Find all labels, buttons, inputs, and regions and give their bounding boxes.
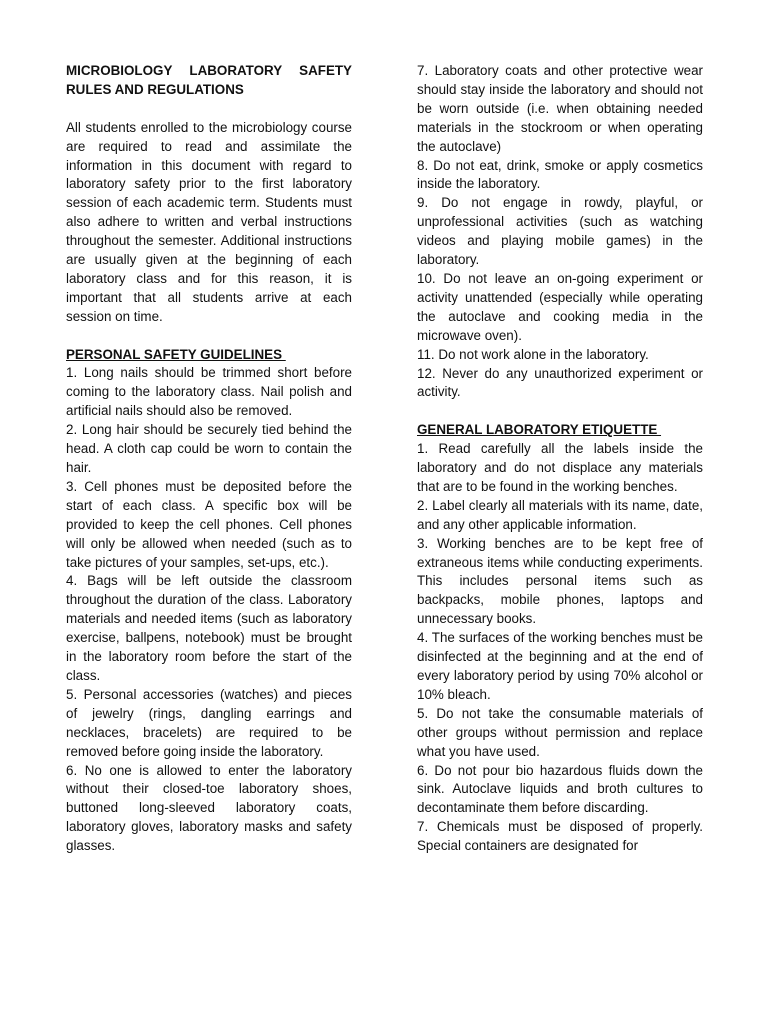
personal-safety-item: 10. Do not leave an on-going experiment or activity unattended (especially while operating the autoclave and cooking media in the microwave oven).	[417, 270, 703, 343]
document-title: MICROBIOLOGY LABORATORY SAFETY RULES AND REGULATIONS	[66, 63, 352, 97]
etiquette-item: 7. Chemicals must be disposed of properly. Special containers are designated for	[417, 819, 703, 854]
personal-safety-item: 6. No one is allowed to enter the laboratory without their closed-toe laboratory shoes, buttoned long-sleeved laboratory coats, laboratory gloves, laboratory masks and safety glasses.	[66, 762, 352, 854]
personal-safety-item: 9. Do not engage in rowdy, playful, or unprofessional activities (such as watching videos and playing mobile games) in the laboratory.	[417, 195, 703, 268]
personal-safety-item: 3. Cell phones must be deposited before the start of each class. A specific box will be provided to keep the cell phones. Cell phones will only be allowed when needed (such as to take pictures of your samples, set-ups, etc.).	[66, 478, 352, 570]
personal-safety-item: 1. Long nails should be trimmed short before coming to the laboratory class. Nail polish and artificial nails should also be removed.	[66, 365, 352, 419]
spacer	[66, 327, 352, 346]
personal-safety-heading: PERSONAL SAFETY GUIDELINES	[66, 346, 286, 362]
etiquette-item: 4. The surfaces of the working benches must be disinfected at the beginning and at the end of every laboratory period by using 70% alcohol or 10% bleach.	[417, 630, 703, 702]
etiquette-item: 3. Working benches are to be kept free of extraneous items while conducting experiments. This includes personal items such as backpacks, mobile phones, laptops and unnecessary books.	[417, 535, 703, 627]
personal-safety-item: 4. Bags will be left outside the classroom throughout the duration of the class. Laboratory materials and needed items (such as laboratory exercise, ballpens, notebook) must be brought in the laboratory room before the start of the class.	[66, 573, 352, 683]
general-etiquette-heading: GENERAL LABORATORY ETIQUETTE	[417, 422, 662, 438]
personal-safety-item: 5. Personal accessories (watches) and pieces of jewelry (rings, dangling earrings and necklaces, bracelets) are required to be removed before going inside the laboratory.	[66, 686, 352, 759]
etiquette-item: 2. Label clearly all materials with its name, date, and any other applicable information.	[417, 497, 703, 532]
spacer	[66, 100, 352, 119]
spacer	[417, 402, 703, 421]
etiquette-item: 6. Do not pour bio hazardous fluids down the sink. Autoclave liquids and broth cultures to decontaminate them before discarding.	[417, 762, 703, 816]
personal-safety-item: 7. Laboratory coats and other protective wear should stay inside the laboratory and should not be worn outside (i.e. when obtaining needed materials in the stockroom or when operating the autoclave)	[417, 63, 703, 154]
personal-safety-item: 8. Do not eat, drink, smoke or apply cosmetics inside the laboratory.	[417, 157, 703, 192]
personal-safety-item: 12. Never do any unauthorized experiment or activity.	[417, 365, 703, 400]
intro-paragraph: All students enrolled to the microbiology course are required to read and assimilate the information in this document with regard to laboratory safety prior to the first laboratory session of each academic term. Students must also adhere to written and verbal instructions throughout the semester. Additional instructions are usually given at the beginning of each laboratory class and for this reason, it is important that all students arrive at each session on time.	[66, 119, 352, 324]
personal-safety-item: 11. Do not work alone in the laboratory.	[417, 346, 649, 362]
etiquette-item: 5. Do not take the consumable materials of other groups without permission and replace what you have used.	[417, 705, 703, 759]
right-column	[417, 62, 703, 856]
etiquette-item: 1. Read carefully all the labels inside the laboratory and do not displace any materials that are to be found in the working benches.	[417, 441, 703, 494]
left-column	[66, 62, 352, 856]
personal-safety-item: 2. Long hair should be securely tied behind the head. A cloth cap could be worn to contain the hair.	[66, 422, 352, 475]
